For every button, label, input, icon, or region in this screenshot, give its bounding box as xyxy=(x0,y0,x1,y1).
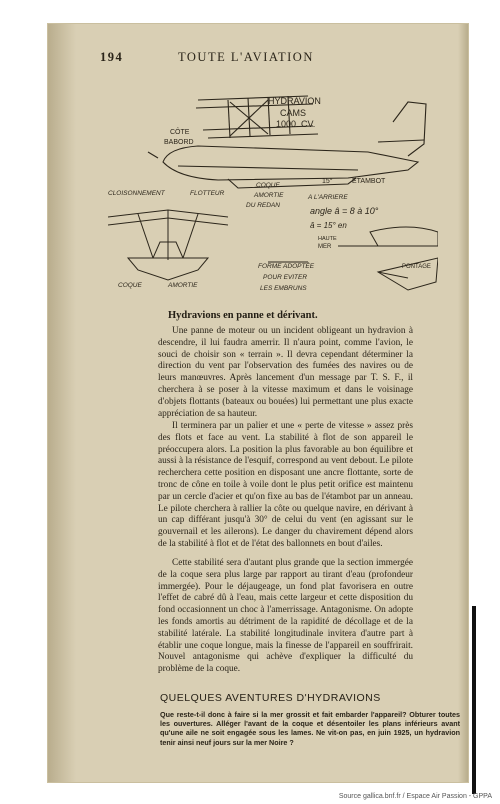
label-etambot: ETAMBOT xyxy=(352,178,386,185)
source-footer: Source gallica.bnf.fr / Espace Air Passion - GPPA xyxy=(338,793,492,800)
page-number: 194 xyxy=(100,50,124,64)
label-amortie-2: AMORTIE xyxy=(168,282,198,289)
running-title: TOUTE L'AVIATION xyxy=(178,50,314,64)
label-arriere: A L'ARRIERE xyxy=(308,194,348,201)
label-redan: DU REDAN xyxy=(246,202,280,209)
scan-edge-bar xyxy=(472,606,476,794)
label-plane-model: CAMS xyxy=(280,108,307,118)
label-plane-name: HYDRAVION xyxy=(268,96,321,106)
label-forme: FORME ADOPTÉE xyxy=(258,263,315,270)
paragraph-1: Une panne de moteur ou un incident obligeant un hydravion à descendre, il lui faudra amerrir. Il n'aura point, comme l'avion, le souci de choisir son « terrain ». Il devra cependant déterminer la direction du vent par l'observation des fumées des navires ou de leurs manœuvres. Après lancement d'un message par T. S. F., il cherchera à se poser à la vitesse maximum et dans le voisinage d'objets flottants (bateaux ou bouées) lui permettant une plus exacte appréciation de sa hauteur. xyxy=(158,326,413,419)
section-paragraph: Que reste-t-il donc à faire si la mer grossit et fait embarder l'appareil? Obturer toutes les ouvertures. Alléger l'avant de la coque et désentoiler les plans inférieurs avant qu'une aile ne soit engagée sous les lames. Ne vit-on pas, en juin 1925, un hydravion tenir ainsi neuf jours sur la mer Noire ? xyxy=(160,710,460,747)
label-coque-2: COQUE xyxy=(118,282,142,289)
label-angle-range: angle â = 8 à 10° xyxy=(310,206,379,216)
label-embruns: LES EMBRUNS xyxy=(260,285,307,292)
hull-front-view xyxy=(108,210,228,280)
page-gutter-shadow xyxy=(48,24,76,782)
label-pontage: PONTAGE xyxy=(402,264,431,270)
label-power: 1000. CV. xyxy=(276,119,316,129)
label-angle-15: 15° xyxy=(322,178,333,185)
page-header xyxy=(100,50,460,68)
label-haute: HAUTE xyxy=(318,236,337,242)
label-side-b: BABORD xyxy=(164,139,194,146)
article-title: Hydravions en panne et dérivant. xyxy=(168,310,318,321)
label-coque: COQUE xyxy=(256,182,280,189)
page-edge-shadow xyxy=(458,24,468,782)
section-title: QUELQUES AVENTURES D'HYDRAVIONS xyxy=(160,692,381,704)
label-pour: POUR EVITER xyxy=(263,274,308,281)
label-mer: MER xyxy=(318,244,332,250)
paragraph-3: Cette stabilité sera d'autant plus grande que la section immergée de la coque sera plus large par rapport au tirant d'eau (profondeur immergée). Pour le déjaugeage, un fond plat favorisera en outre l'effet de cabré dû à l'eau, mais cette largeur et cette disposition du fond occasionnent un choc à l'amerrissage. Antagonisme. On adopte les fonds amortis au détriment de la rapidité de décollage et de la stabilité latérale. La stabilité longitudinale invitera d'autre part à établir une coque longue, mais la finesse de l'appareil en souffrirait. Nouvel antagonisme qui achève d'expliquer la difficulté du problème de la coque. xyxy=(158,558,413,675)
book-page xyxy=(48,24,468,782)
label-cloisonnement: CLOISONNEMENT xyxy=(108,190,165,197)
seaplane-hull-illustration xyxy=(108,82,438,297)
paragraph-2: Il terminera par un palier et une « perte de vitesse » assez près des flots et face au vent. La stabilité à flot de son appareil le préoccupera alors. La position la plus favorable au bon équilibre et aussi à la résistance de l'esquif, correspond au vent debout. Le pilote recherchera cette position en disposant une ancre flottante, sorte de tronc de cône en toile à voile dont le plus petit orifice est maintenu par un cercle d'acier et qu'on fixe au bas de l'étambot par un anneau. Le pilote cherchera à rallier la côte ou quelque navire, en dérivant à un cap différant jusqu'à 30° de celui du vent (en agissant sur le gouvernail et les ailerons). Le danger du chavirement dépend alors de la stabilité à flot et de l'état des ballonnets en bout d'ailes. xyxy=(158,421,413,549)
label-flotteur: FLOTTEUR xyxy=(190,190,225,197)
label-side-a: CÔTE xyxy=(170,129,190,136)
label-angle-fixed: â = 15° en xyxy=(310,221,347,230)
label-amortie: AMORTIE xyxy=(254,192,284,199)
